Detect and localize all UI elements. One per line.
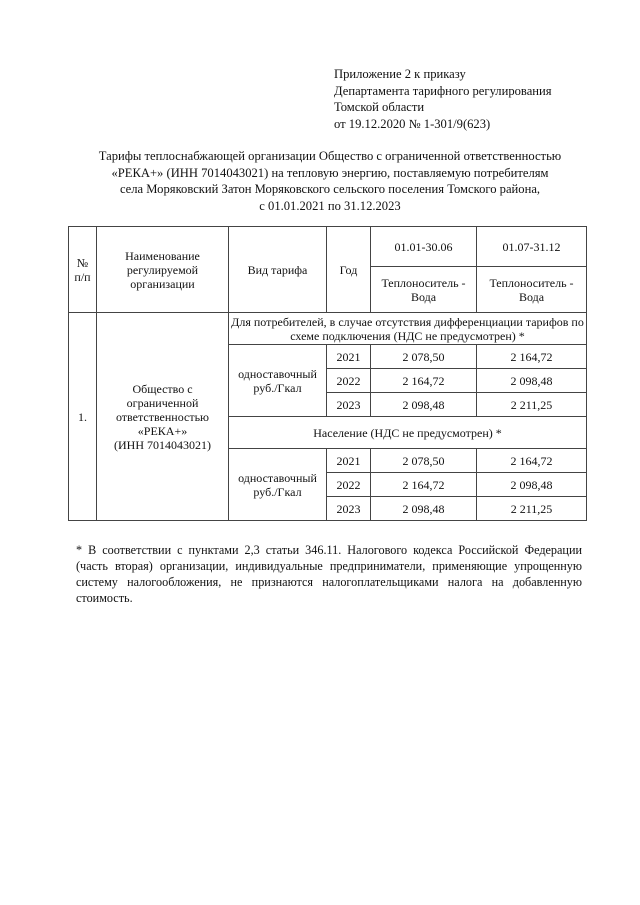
appendix-line: Департамента тарифного регулирования <box>334 83 552 98</box>
header-period-2: 01.07-31.12 <box>477 227 587 267</box>
year-cell: 2022 <box>327 369 371 393</box>
tariff-value: 2 098,48 <box>477 473 587 497</box>
appendix-line: Приложение 2 к приказу <box>334 67 466 81</box>
year-cell: 2021 <box>327 449 371 473</box>
tariff-value: 2 211,25 <box>477 393 587 417</box>
org-line: ответственностью <box>115 409 210 424</box>
tariff-value: 2 098,48 <box>371 497 477 521</box>
header-carrier-1: Теплоноситель - Вода <box>371 267 477 313</box>
title-line: с 01.01.2021 по 31.12.2023 <box>259 198 401 213</box>
tariff-table <box>68 226 587 521</box>
tariff-value: 2 164,72 <box>371 369 477 393</box>
tariff-value: 2 211,25 <box>477 497 587 521</box>
document-title <box>60 148 600 214</box>
org-line: (ИНН 7014043021) <box>114 437 211 452</box>
appendix-line: Томской области <box>334 100 425 114</box>
title-line: «РЕКА+» (ИНН 7014043021) на тепловую энергию, поставляемую потребителям <box>111 165 549 180</box>
header-period-1: 01.01-30.06 <box>371 227 477 267</box>
org-line: Общество с <box>132 381 193 396</box>
org-line: ограниченной <box>126 395 199 410</box>
header-tariff-type: Вид тарифа <box>229 227 327 313</box>
tariff-value: 2 098,48 <box>371 393 477 417</box>
year-cell: 2021 <box>327 345 371 369</box>
header-carrier-2: Теплоноситель - Вода <box>477 267 587 313</box>
footnote: * В соответствии с пунктами 2,3 статьи 346.11. Налогового кодекса Российской Федерации (часть вторая) организации, индивидуальные предприниматели, применяющие упрощенную систему налогообложения, не признаются налогоплательщиками налога на добавленную стоимость. <box>76 543 582 605</box>
appendix-line: от 19.12.2020 № 1-301/9(623) <box>334 116 491 131</box>
header-number-symbol: № <box>76 255 89 270</box>
org-line: «РЕКА+» <box>137 423 188 438</box>
year-cell: 2022 <box>327 473 371 497</box>
row-number: 1. <box>69 313 97 521</box>
tariff-type-cell: одноставочный руб./Гкал <box>229 345 327 417</box>
header-organization: Наименование регулируемой организации <box>97 227 229 313</box>
tariff-value: 2 164,72 <box>371 473 477 497</box>
appendix-reference <box>334 66 552 132</box>
title-line: села Моряковский Затон Моряковского сельского поселения Томского района, <box>119 182 541 196</box>
organization-name <box>97 313 229 521</box>
header-year: Год <box>327 227 371 313</box>
group-title-consumers: Для потребителей, в случае отсутствия дифференциации тарифов по схеме подключения (НДС не предусмотрен) * <box>229 313 587 345</box>
tariff-value: 2 078,50 <box>371 345 477 369</box>
tariff-value: 2 164,72 <box>477 449 587 473</box>
header-number-abbrev: п/п <box>74 269 91 284</box>
year-cell: 2023 <box>327 393 371 417</box>
tariff-value: 2 078,50 <box>371 449 477 473</box>
header-number <box>69 227 97 313</box>
tariff-value: 2 164,72 <box>477 345 587 369</box>
year-cell: 2023 <box>327 497 371 521</box>
group-title-population: Население (НДС не предусмотрен) * <box>229 417 587 449</box>
title-line: Тарифы теплоснабжающей организации Общество с ограниченной ответственностью <box>98 149 562 163</box>
tariff-value: 2 098,48 <box>477 369 587 393</box>
tariff-type-cell: одноставочный руб./Гкал <box>229 449 327 521</box>
